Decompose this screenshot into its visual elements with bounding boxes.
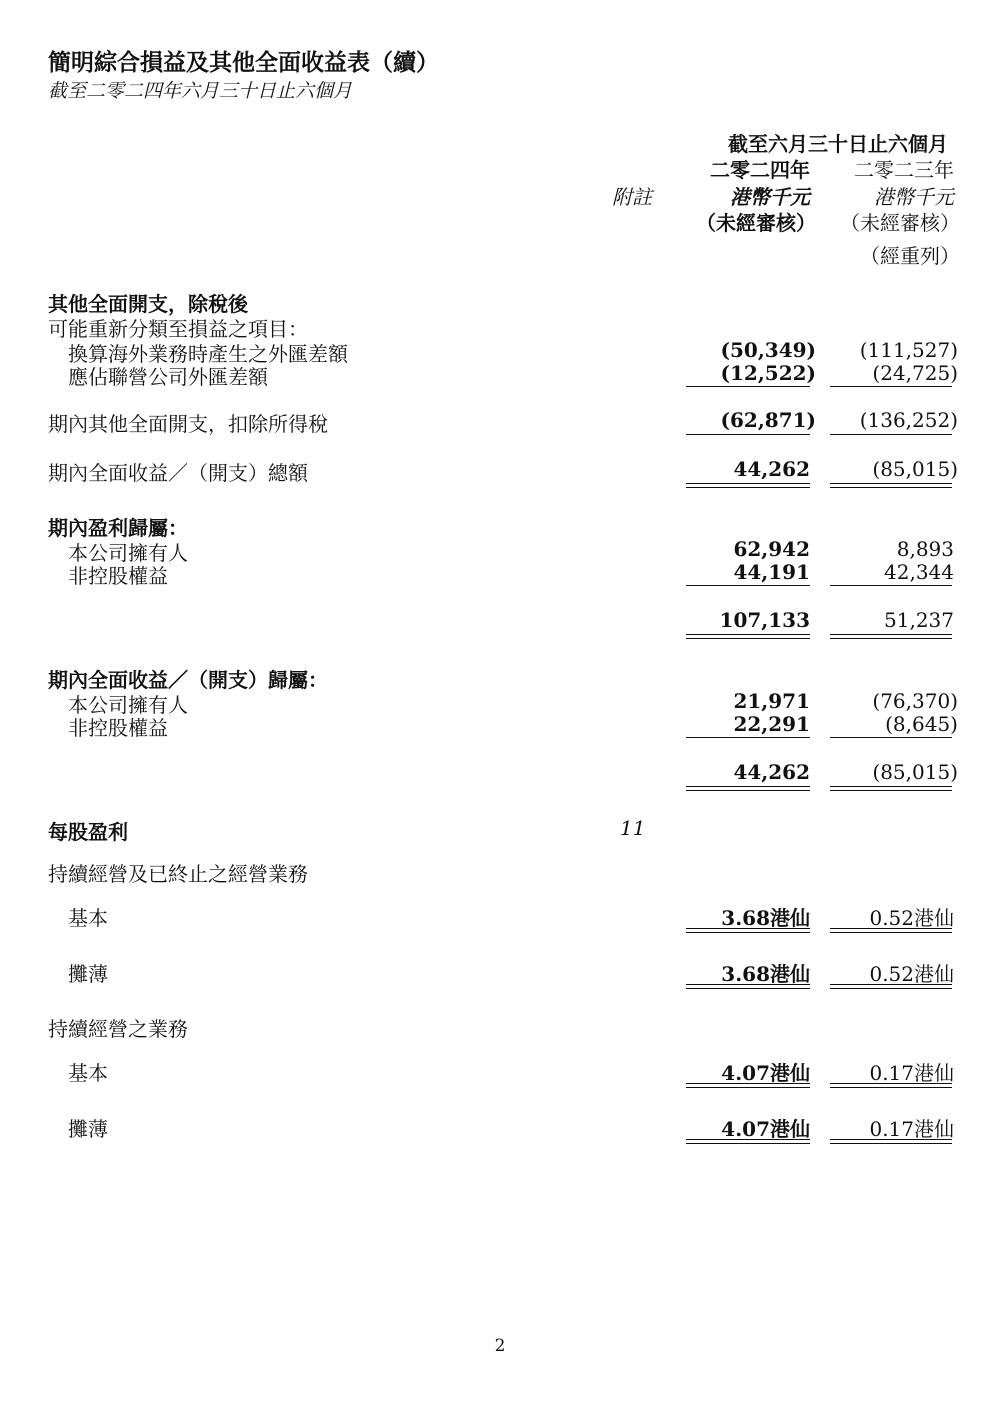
underline [830, 585, 952, 586]
oci-total-value-2024: (62,871) [720, 408, 816, 432]
note-header: 附註 [612, 185, 652, 209]
page-title: 簡明綜合損益及其他全面收益表（續） [48, 50, 439, 76]
oci-row-value-2024: (12,522) [720, 361, 816, 385]
profit-row-value-2023: 42,344 [884, 560, 954, 584]
comprehensive-attributable-heading: 期內全面收益／（開支）歸屬： [48, 668, 328, 692]
eps-diluted-value-2024: 4.07港仙 [721, 1117, 810, 1141]
col2-restated: （經重列） [860, 244, 960, 268]
eps-note-ref: 11 [620, 816, 646, 840]
eps-basic-value-2023: 0.17港仙 [869, 1061, 954, 1085]
comprehensive-row-value-2023: (76,370) [872, 689, 958, 713]
profit-row-label: 非控股權益 [68, 564, 168, 588]
oci-row-value-2023: (24,725) [872, 361, 958, 385]
double-underline [830, 1083, 952, 1088]
page-number: 2 [494, 1336, 506, 1356]
page-subtitle: 截至二零二四年六月三十日止六個月 [48, 80, 353, 102]
profit-row-value-2023: 8,893 [896, 537, 954, 561]
profit-row-value-2024: 62,942 [733, 537, 810, 561]
profit-attributable-heading: 期內盈利歸屬： [48, 516, 188, 540]
eps-basic-value-2024: 4.07港仙 [721, 1061, 810, 1085]
eps-diluted-label: 攤薄 [68, 962, 108, 986]
oci-row-value-2024: (50,349) [720, 338, 816, 362]
oci-heading: 其他全面開支，除稅後 [48, 292, 248, 316]
double-underline [686, 1083, 810, 1088]
profit-total-value-2024: 107,133 [719, 608, 810, 632]
eps-heading: 每股盈利 [48, 820, 128, 844]
oci-subheading: 可能重新分類至損益之項目： [48, 317, 308, 341]
underline [686, 737, 810, 738]
comprehensive-total-value-2024: 44,262 [733, 760, 810, 784]
total-comprehensive-value-2024: 44,262 [733, 457, 810, 481]
comprehensive-row-label: 本公司擁有人 [68, 693, 188, 717]
period-header: 截至六月三十日止六個月 [728, 132, 948, 156]
comprehensive-row-value-2024: 21,971 [733, 689, 810, 713]
underline [686, 434, 810, 435]
double-underline [830, 984, 952, 989]
total-comprehensive-label: 期內全面收益／（開支）總額 [48, 461, 308, 485]
underline [830, 737, 952, 738]
profit-row-value-2024: 44,191 [733, 560, 810, 584]
total-comprehensive-value-2023: (85,015) [872, 457, 958, 481]
eps-diluted-value-2024: 3.68港仙 [721, 962, 810, 986]
eps-basic-value-2024: 3.68港仙 [721, 906, 810, 930]
oci-row-label: 換算海外業務時產生之外匯差額 [68, 342, 348, 366]
oci-total-value-2023: (136,252) [859, 408, 958, 432]
double-underline [686, 928, 810, 933]
double-underline [830, 786, 952, 791]
col1-unit: 港幣千元 [730, 185, 810, 209]
underline [686, 386, 810, 387]
double-underline [830, 634, 952, 639]
comprehensive-row-value-2023: (8,645) [885, 712, 958, 736]
double-underline [686, 984, 810, 989]
oci-row-label: 應佔聯營公司外匯差額 [68, 365, 268, 389]
underline [830, 386, 952, 387]
oci-total-label: 期內其他全面開支，扣除所得稅 [48, 412, 328, 436]
double-underline [830, 1139, 952, 1144]
eps-basic-label: 基本 [68, 906, 108, 930]
col2-year: 二零二三年 [854, 158, 954, 182]
double-underline [830, 483, 952, 488]
underline [830, 434, 952, 435]
underline [686, 585, 810, 586]
oci-row-value-2023: (111,527) [859, 338, 958, 362]
comprehensive-row-value-2024: 22,291 [733, 712, 810, 736]
col2-unit: 港幣千元 [874, 185, 954, 209]
eps-basic-value-2023: 0.52港仙 [869, 906, 954, 930]
profit-total-value-2023: 51,237 [884, 608, 954, 632]
col1-status: （未經審核） [696, 211, 816, 235]
double-underline [830, 928, 952, 933]
double-underline [686, 1139, 810, 1144]
eps-group2-label: 持續經營之業務 [48, 1017, 188, 1041]
double-underline [686, 786, 810, 791]
eps-basic-label: 基本 [68, 1061, 108, 1085]
comprehensive-total-value-2023: (85,015) [872, 760, 958, 784]
double-underline [686, 483, 810, 488]
eps-diluted-label: 攤薄 [68, 1117, 108, 1141]
eps-diluted-value-2023: 0.17港仙 [869, 1117, 954, 1141]
profit-row-label: 本公司擁有人 [68, 541, 188, 565]
col2-status: （未經審核） [840, 211, 960, 235]
col1-year: 二零二四年 [710, 158, 810, 182]
comprehensive-row-label: 非控股權益 [68, 716, 168, 740]
double-underline [686, 634, 810, 639]
eps-diluted-value-2023: 0.52港仙 [869, 962, 954, 986]
eps-group1-label: 持續經營及已終止之經營業務 [48, 862, 308, 886]
